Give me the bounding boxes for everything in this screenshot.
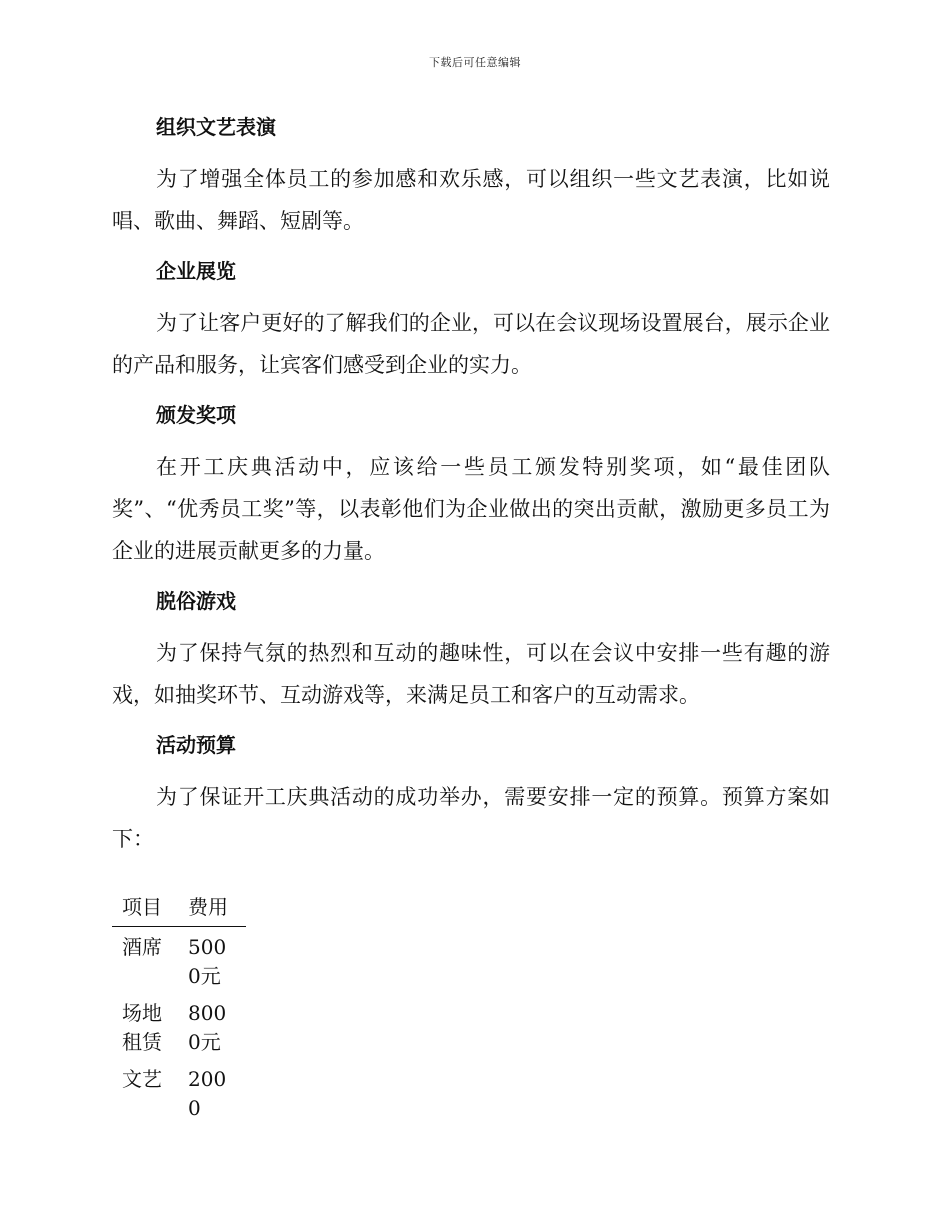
table-cell-cost: 8000元 xyxy=(188,1001,227,1054)
section-paragraph: 为了增强全体员工的参加感和欢乐感，可以组织一些文艺表演，比如说唱、歌曲、舞蹈、短剧等。 xyxy=(112,167,830,233)
section-paragraph: 为了保持气氛的热烈和互动的趣味性，可以在会议中安排一些有趣的游戏，如抽奖环节、互动游戏等，来满足员工和客户的互动需求。 xyxy=(112,641,830,707)
section-title: 脱俗游戏 xyxy=(156,589,236,613)
table-row xyxy=(112,993,246,1059)
section-games xyxy=(112,586,830,716)
section-paragraph: 为了保证开工庆典活动的成功举办，需要安排一定的预算。预算方案如下： xyxy=(112,785,830,851)
section-performance xyxy=(112,112,830,242)
table-row xyxy=(112,927,246,994)
document-body xyxy=(112,112,830,1125)
budget-table xyxy=(112,890,246,1125)
table-cell-cost: 2000 xyxy=(188,1067,227,1120)
section-title: 活动预算 xyxy=(156,733,236,757)
page-header-note: 下载后可任意编辑 xyxy=(429,56,521,69)
table-cell-item: 酒席 xyxy=(122,935,162,959)
column-header-item: 项目 xyxy=(112,890,178,927)
column-header-cost: 费用 xyxy=(178,890,246,927)
section-title: 企业展览 xyxy=(156,259,236,283)
table-cell-cost: 5000元 xyxy=(188,935,227,988)
section-title: 颁发奖项 xyxy=(156,403,236,427)
table-cell-item: 文艺 xyxy=(122,1067,162,1091)
section-paragraph: 为了让客户更好的了解我们的企业，可以在会议现场设置展台，展示企业的产品和服务，让宾客们感受到企业的实力。 xyxy=(112,311,830,377)
section-awards xyxy=(112,400,830,572)
table-row xyxy=(112,1059,246,1125)
section-paragraph: 在开工庆典活动中，应该给一些员工颁发特别奖项，如“最佳团队奖”、“优秀员工奖”等，以表彰他们为企业做出的突出贡献，激励更多员工为企业的进展贡献更多的力量。 xyxy=(112,455,830,563)
section-title: 组织文艺表演 xyxy=(156,115,276,139)
section-budget xyxy=(112,730,830,860)
table-cell-item: 场地租赁 xyxy=(122,1001,162,1054)
section-exhibition xyxy=(112,256,830,386)
table-header-row xyxy=(112,890,246,927)
